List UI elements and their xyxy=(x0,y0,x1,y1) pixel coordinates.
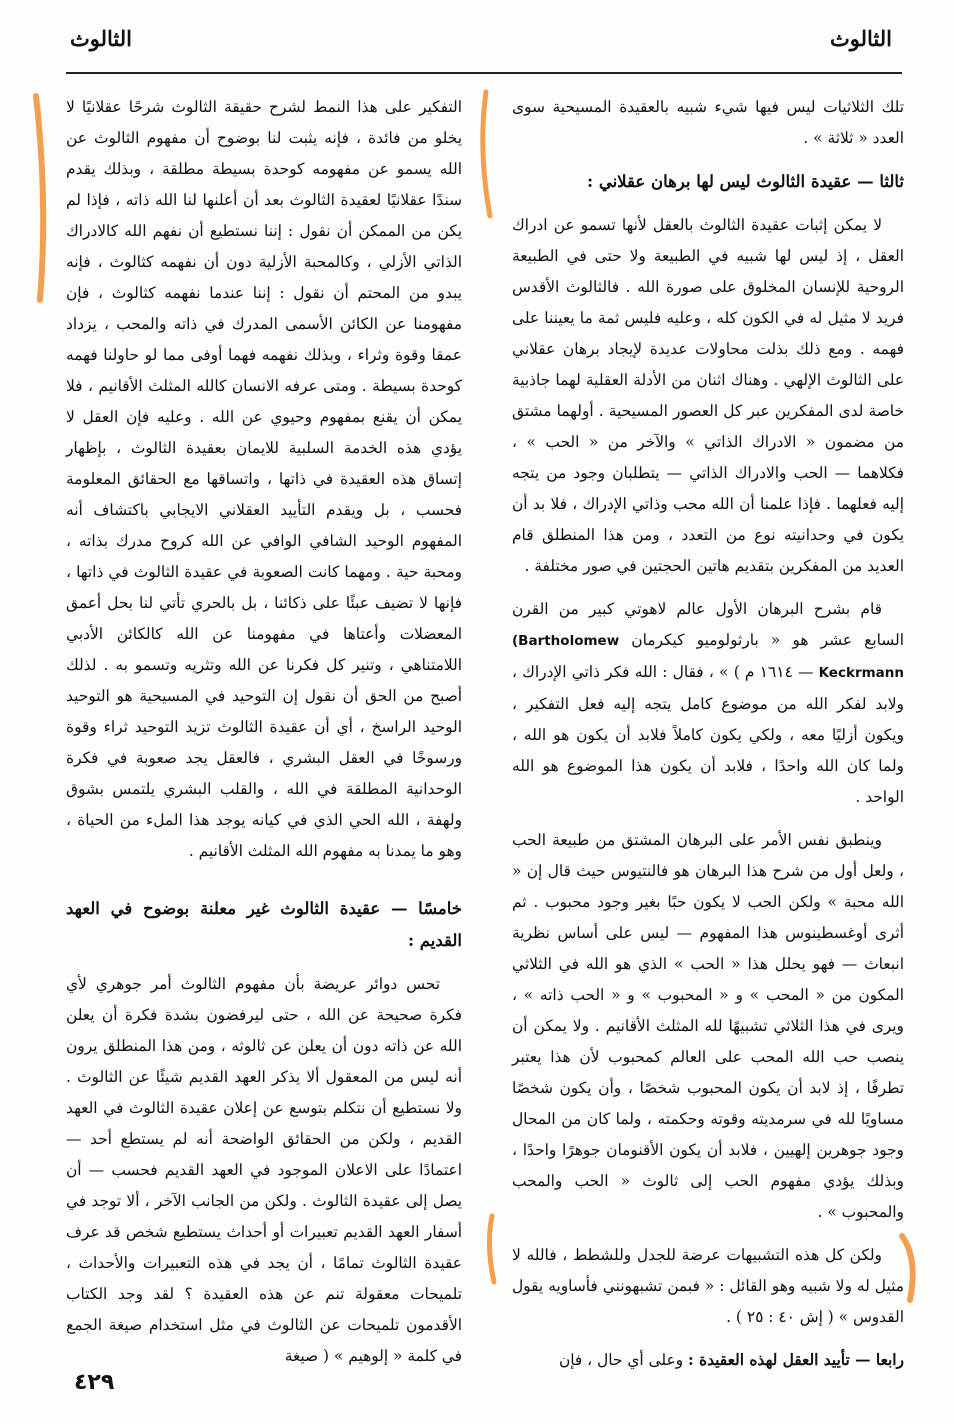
p3-text-before: قام بشرح البرهان الأول عالم لاهوتي كبير من القرن السابع عشر هو « بارثولوميو كيكرمان xyxy=(512,600,904,649)
latin-name: (Bartholomew Keckrmann xyxy=(512,633,904,681)
right-paragraph-4: وينطبق نفس الأمر على البرهان المشتق من طبيعة الحب ، ولعل أول من شرح هذا البرهان هو فالنتيوس حيث قال إن « الله محبة » ولكن الحب لا يكون حبًا بغير وجود محبوب . ثم أثرى أوغسطينوس هذا المفهوم — ليس على أساس نظرية انبعاث — فهو يحلل هذا « الحب » الذي هو الله في الثلاثي المكون من « المحب » و « المحبوب » و « الحب ذاته » ، ويرى في هذا الثلاثي تشبيهًا لله المثلث الأقانيم . ولا يمكن أن ينصب حب الله المحب على العالم كمحبوب لأن هذا يعتبر تطرفًا ، إذ لابد أن يكون المحبوب شخصًا ، وأن يكون شخصًا مساويًا لله في سرمديته وقوته وحكمته ، ولما كان من المحال وجود جوهرين إلهيين ، فلابد أن يكون الأقنومان جوهرًا واحدًا ، وبذلك يؤدي مفهوم الحب إلى ثالوث « الحب والمحب والمحبوب » . xyxy=(512,831,904,1221)
left-paragraph-1: التفكير على هذا النمط لشرح حقيقة الثالوث شرحًا عقلانيًا لا يخلو من فائدة ، فإنه يثبت لنا بوضوح أن مفهوم الثالوث عن الله يسمو عن مفهومه كوحدة بسيطة مطلقة ، وبذلك يقدم سندًا عقلانيًا لعقيدة الثالوث بعد أن أعلنها لنا الله ذاته ، فإذا لم يكن من الممكن أن نقول : إننا نستطيع أن نفهم الله كالادراك الذاتي الأزلي ، وكالمحبة الأزلية دون أن نفهمه كثالوث ، فإنه يبدو من المحتم أن نقول : إننا عندما نفهمه كثالوث ، فإن مفهومنا عن الكائن الأسمى المدرك في ذاته والمحب ، يزداد عمقا وقوة وثراء ، وبذلك نفهمه فهما أوفى مما لو حاولنا فهمه كوحدة بسيطة . ومتى عرفه الانسان كالله المثلث الأقانيم ، فلا يمكن أن يقنع بمفهوم وحيوي عن الله . وعليه فإن العقل لا يؤدي هذه الخدمة السلبية للايمان بعقيدة الثالوث ، بإظهار إتساق هذه العقيدة في ذاتها ، واتساقها مع الحقائق المعلومة فحسب ، بل ويقدم التأييد العقلاني الايجابي باكتشاف أنه المفهوم الوحيد الشافي الوافي عن الله كروح مدرك بذاته ، ومحبة حية . ومهما كانت الصعوبة في عقيدة الثالوث في ذاتها ، فإنها لا تضيف عبئًا على ذكائنا ، بل بالحري تأتي لنا بحل أعمق المعضلات وأعتاها في مفهومنا عن الله كالكائن الأدبي اللامتناهي ، وتنير كل فكرنا عن الله وتثريه وتسمو به . لذلك أصبح من الحق أن نقول إن التوحيد في المسيحية هو التوحيد الوحيد الراسخ ، أي أن عقيدة الثالوث تزيد التوحيد ثراء وقوة ورسوخًا في العقل البشري ، فالعقل يجد صعوبة في فكرة الوحدانية المطلقة في الله ، والقلب البشري يلتمس بشوق ولهفة ، الله الحي الذي في كيانه يوجد هذا الملء من الحياة ، وهو ما يمدنا به مفهوم الله المثلث الأقانيم . xyxy=(66,98,462,860)
header-rule xyxy=(66,72,902,74)
right-paragraph-5: ولكن كل هذه التشبيهات عرضة للجدل وللشطط ، فالله لا مثيل له ولا شبيه وهو القائل : « فبمن تشبهونني فأساويه يقول القدوس » ( إش ٤٠ : ٢٥ ) . xyxy=(512,1246,904,1326)
p3-text-middle: — ١٦١٤ م ) » ، فقال : الله فكر ذاتي الإدراك ، ولابد لفكر الله من موضوع كامل يتجه إليه فعل التفكير ، ويكون أزليًا معه ، ولكي يكون كاملاً فلابد أن يكون هو الله ، ولما كان الله واحدًا ، فلابد أن يكون هذا الموضوع هو الله الواحد . xyxy=(512,663,904,806)
right-paragraph-6 xyxy=(512,1345,904,1376)
right-column xyxy=(512,92,904,1369)
header-right-title: الثالوث xyxy=(830,26,892,51)
left-column xyxy=(66,92,462,1365)
section-heading-third: ثالثا — عقيدة الثالوث ليس لها برهان عقلاني : xyxy=(586,172,904,191)
section-heading-fourth: رابعا — تأييد العقل لهذه العقيدة : xyxy=(687,1351,904,1369)
right-column-bracket-mark-top xyxy=(483,92,490,216)
right-column-bracket-mark-bottom xyxy=(489,1216,494,1282)
right-paragraph-1: تلك الثلاثيات ليس فيها شيء شبيه بالعقيدة المسيحية سوى العدد « ثلاثة » . xyxy=(512,98,904,147)
header-left-title: الثالوث xyxy=(70,26,132,51)
fourth-heading-tail: وعلى أي حال ، فإن xyxy=(558,1351,688,1369)
right-paragraph-2: لا يمكن إثبات عقيدة الثالوث بالعقل لأنها تسمو عن ادراك العقل ، إذ ليس لها شبيه في الطبيعة ولا حتى في الطبيعة الروحية للإنسان المخلوق على صورة الله . فالثالوث الأقدس فريد لا مثيل له في الكون كله ، وعليه فليس ثمة ما يعيننا على فهمه . ومع ذلك بذلت محاولات عديدة لإيجاد برهان عقلاني على الثالوث الإلهي . وهناك اثنان من الأدلة العقلية لهما جاذبية خاصة لدى المفكرين عبر كل العصور المسيحية . أولهما مشتق من مضمون « الادراك الذاتي » والآخر من « الحب » ، فكلاهما — الحب والادراك الذاتي — يتطلبان وجود من يتجه إليه فعلهما . فإذا علمنا أن الله محب وذاتي الإدراك ، فلا بد أن يكون في وحدانيته نوع من التعدد ، ومن هذا المنطلق قام العديد من المفكرين بتقديم هاتين الحجتين في صور مختلفة . xyxy=(512,216,904,575)
page-number: ٤٢٩ xyxy=(74,1370,115,1395)
section-heading-fifth: خامسًا — عقيدة الثالوث غير معلنة بوضوح في العهد القديم : xyxy=(66,899,462,950)
left-column-bracket-mark xyxy=(36,96,43,300)
right-paragraph-3 xyxy=(512,594,904,813)
left-paragraph-2: تحس دوائر عريضة بأن مفهوم الثالوث أمر جوهري لأي فكرة صحيحة عن الله ، حتى ليرفضون بشدة فكرة أن يعلن الله عن ذاته دون أن يعلن عن ثالوثه ، ومن هذا المنطلق يرون أنه ليس من المعقول ألا يذكر العهد القديم شيئًا عن الثالوث . ولا نستطيع أن نتكلم بتوسع عن إعلان عقيدة الثالوث في العهد القديم ، ولكن من الحقائق الواضحة أنه لم يستطع أحد — اعتمادًا على الاعلان الموجود في العهد القديم فحسب — أن يصل إلى عقيدة الثالوث . ولكن من الجانب الآخر ، ألا توجد في أسفار العهد القديم تعبيرات أو أحداث يستطيع شخص قد عرف عقيدة الثالوث تمامًا ، أن يجد في هذه التعبيرات والأحداث ، تلميحات معقولة تنم عن هذه العقيدة ؟ لقد وجد الكتاب الأقدمون تلميحات عن الثالوث في مثل استخدام صيغة الجمع في كلمة « إلوهيم » ( صيغة xyxy=(66,975,462,1365)
